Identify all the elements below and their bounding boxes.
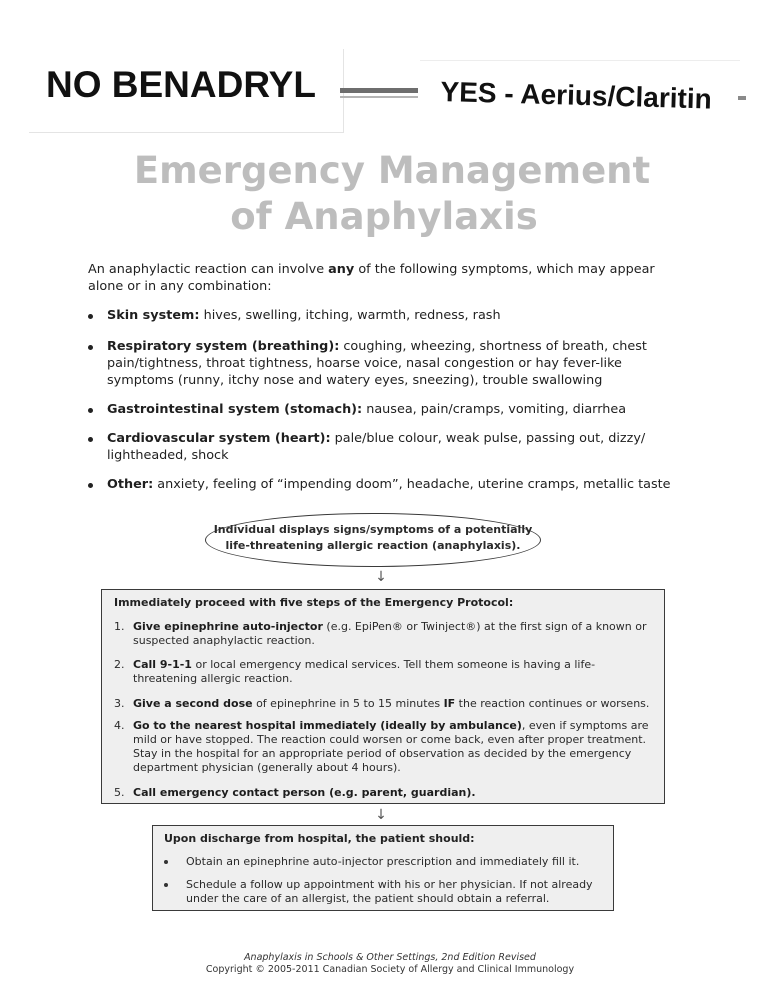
- intro-paragraph: [88, 261, 688, 295]
- no-benadryl-note: NO BENADRYL: [46, 64, 316, 105]
- bullet-icon: [164, 860, 168, 864]
- discharge-item-text: Obtain an epinephrine auto-injector prescription and immediately fill it.: [186, 855, 580, 868]
- footer-copyright: Copyright © 2005-2011 Canadian Society of Allergy and Clinical Immunology: [205, 964, 575, 975]
- symptom-item-skin: [88, 307, 678, 324]
- protocol-step: [114, 697, 654, 711]
- symptom-text: pale/blue colour, weak pulse, passing out, dizzy/ lightheaded, shock: [107, 431, 646, 463]
- step-bold: Give a second dose: [133, 697, 253, 710]
- step-bold: Give epinephrine auto-injector: [133, 620, 323, 633]
- arrow-down-icon: ↓: [375, 569, 387, 585]
- yes-aerius-note: YES - Aerius/Claritin: [440, 76, 713, 115]
- step-text: , even if symptoms are mild or have stopped. The reaction could worsen or come back, even after proper treatment. Stay in the hospital for an appropriate period of observation as decided by the emergency department physician (generally about 4 hours).: [133, 719, 649, 774]
- step-text: or local emergency medical services. Tell them someone is having a life-threatening allergic reaction.: [133, 658, 596, 685]
- protocol-step: [114, 620, 654, 648]
- protocol-step: [114, 658, 654, 686]
- step-text: of epinephrine in 5 to 15 minutes: [252, 697, 444, 710]
- bullet-icon: [88, 408, 93, 413]
- step-number: 5.: [114, 786, 125, 799]
- step-number: 2.: [114, 658, 125, 671]
- symptom-item-respiratory: [88, 338, 678, 389]
- symptom-item-other: [88, 476, 678, 493]
- step-bold: Go to the nearest hospital immediately (ideally by ambulance): [133, 719, 522, 732]
- intro-emph: any: [328, 262, 355, 277]
- discharge-heading: Upon discharge from hospital, the patient should:: [164, 832, 475, 845]
- discharge-item-text: Schedule a follow up appointment with his or her physician. If not already under the care of an allergist, the patient should obtain a referral.: [186, 878, 593, 905]
- symptom-text: hives, swelling, itching, warmth, redness, rash: [199, 308, 501, 323]
- bullet-icon: [88, 345, 93, 350]
- step-number: 3.: [114, 697, 125, 710]
- step-bold: Call emergency contact person (e.g. parent, guardian).: [133, 786, 476, 799]
- symptom-item-cardiovascular: [88, 430, 678, 464]
- flow-start-text: Individual displays signs/symptoms of a potentially life-threatening allergic reaction (anaphylaxis).: [213, 523, 533, 552]
- bullet-icon: [88, 314, 93, 319]
- step-bold: Call 9-1-1: [133, 658, 192, 671]
- intro-pre: An anaphylactic reaction can involve: [88, 262, 329, 277]
- dash-line: [340, 88, 418, 93]
- symptom-system: Skin system:: [107, 308, 200, 323]
- symptom-item-gastrointestinal: [88, 401, 678, 418]
- step-text-2: the reaction continues or worsens.: [455, 697, 650, 710]
- bullet-icon: [88, 483, 93, 488]
- bullet-icon: [164, 883, 168, 887]
- dash-line-shadow: [340, 96, 418, 98]
- symptom-text: coughing, wheezing, shortness of breath, chest pain/tightness, throat tightness, hoarse voice, nasal congestion or hay fever-like symptoms (runny, itchy nose and watery eyes, sneezing), trouble swallowing: [107, 339, 647, 388]
- bullet-icon: [88, 437, 93, 442]
- symptom-text: nausea, pain/cramps, vomiting, diarrhea: [362, 402, 627, 417]
- step-number: 1.: [114, 620, 125, 633]
- intro-post: of the following symptoms, which may appear alone or in any combination:: [88, 262, 655, 294]
- symptom-system: Other:: [107, 477, 154, 492]
- step-number: 4.: [114, 719, 125, 732]
- page-title-line1: Emergency Management: [133, 149, 651, 192]
- tiny-dash: [738, 96, 746, 100]
- symptom-system: Gastrointestinal system (stomach):: [107, 402, 363, 417]
- protocol-step: [114, 719, 654, 775]
- discharge-item: [164, 878, 604, 906]
- symptom-system: Respiratory system (breathing):: [107, 339, 340, 354]
- page-title-line2: of Anaphylaxis: [230, 195, 538, 238]
- arrow-down-icon: ↓: [375, 807, 387, 823]
- step-bold-if: IF: [443, 697, 456, 710]
- footer-source: Anaphylaxis in Schools & Other Settings, 2nd Edition Revised: [244, 952, 536, 963]
- symptom-text: anxiety, feeling of “impending doom”, headache, uterine cramps, metallic taste: [153, 477, 671, 492]
- protocol-heading: Immediately proceed with five steps of the Emergency Protocol:: [114, 596, 514, 609]
- protocol-step: [114, 786, 654, 800]
- step-text: (e.g. EpiPen® or Twinject®) at the first sign of a known or suspected anaphylactic reaction.: [133, 620, 647, 647]
- discharge-item: [164, 855, 604, 869]
- symptom-system: Cardiovascular system (heart):: [107, 431, 331, 446]
